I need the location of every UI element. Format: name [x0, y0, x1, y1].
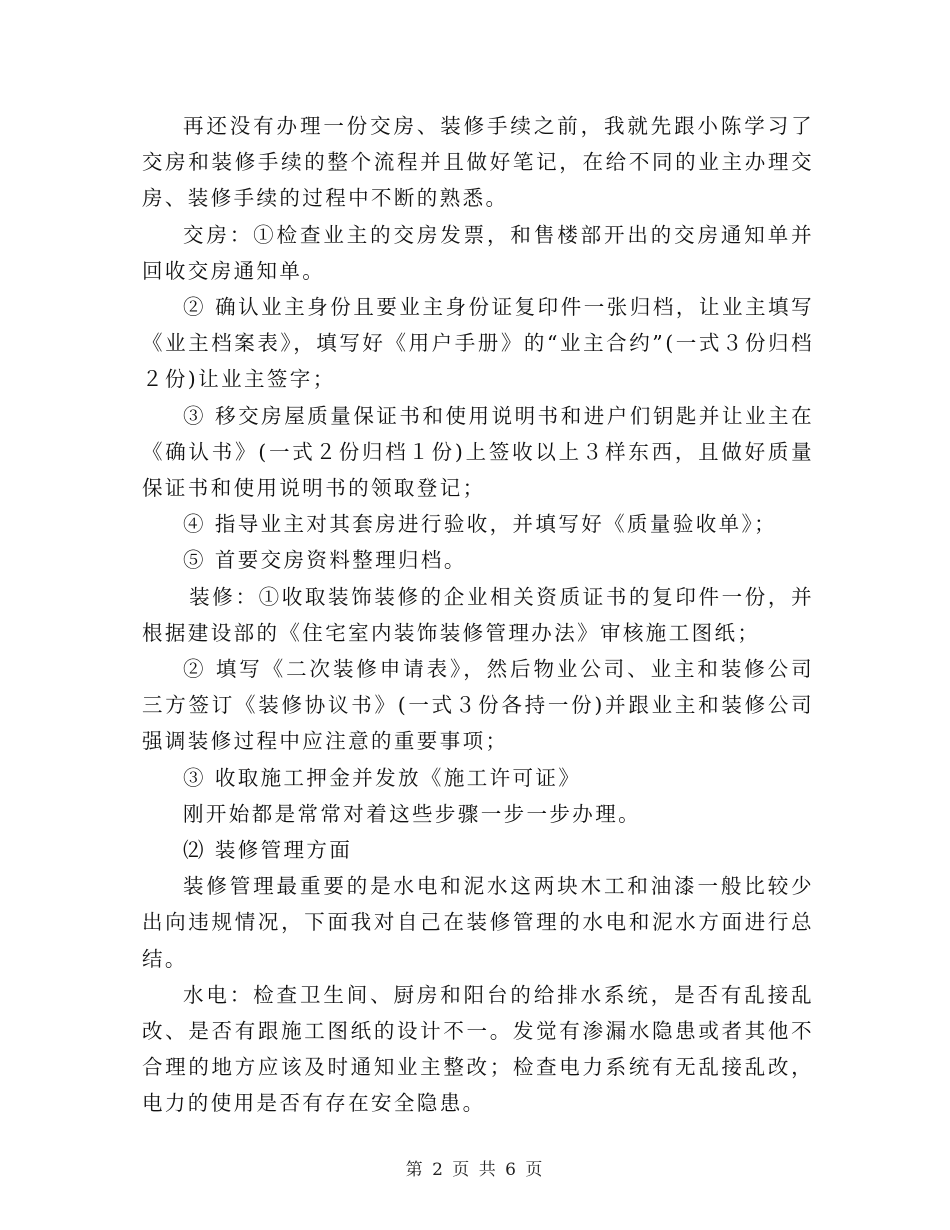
paragraph-handover-step-5: ⑤ 首要交房资料整理归档。 — [183, 548, 467, 573]
paragraph-plumbing-electric: 水电：检查卫生间、厨房和阳台的给排水系统，是否有乱接乱改、是否有跟施工图纸的设计不一。发觉有渗漏水隐患或者其他不合理的地方应该及时通知业主整改；检查电力系统有无乱接乱改，电力的使用是否有存在安全隐患。 — [142, 982, 814, 1116]
page-number-footer: 第 2 页 共 6 页 — [405, 1160, 545, 1180]
paragraph-renovation-summary: 装修管理最重要的是水电和泥水这两块木工和油漆一般比较少出向违规情况，下面我对自己在装修管理的水电和泥水方面进行总结。 — [142, 874, 814, 971]
document-body — [142, 108, 814, 1122]
paragraph-intro: 再还没有办理一份交房、装修手续之前，我就先跟小陈学习了交房和装修手续的整个流程并且做好笔记，在给不同的业主办理交房、装修手续的过程中不断的熟悉。 — [142, 114, 814, 211]
paragraph-renovation-step-1: 装修：①收取装饰装修的企业相关资质证书的复印件一份，并根据建设部的《住宅室内装饰装修管理办法》审核施工图纸； — [142, 584, 814, 645]
paragraph-renovation-step-2: ② 填写《二次装修申请表》，然后物业公司、业主和装修公司三方签订《装修协议书》(一式３份各持一份)并跟业主和装修公司强调装修过程中应注意的重要事项； — [142, 657, 814, 754]
paragraph-follow-steps: 刚开始都是常常对着这些步骤一步一步办理。 — [183, 801, 641, 826]
paragraph-handover-step-4: ④ 指导业主对其套房进行验收，并填写好《质量验收单》； — [183, 512, 778, 537]
paragraph-renovation-step-3: ③ 收取施工押金并发放《施工许可证》 — [183, 765, 582, 790]
paragraph-handover-step-2: ② 确认业主身份且要业主身份证复印件一张归档，让业主填写《业主档案表》，填写好《用户手册》的“业主合约”(一式３份归档２份)让业主签字； — [142, 295, 814, 392]
section-heading-renovation-management: ⑵ 装修管理方面 — [183, 838, 353, 863]
paragraph-handover-step-3: ③ 移交房屋质量保证书和使用说明书和进户们钥匙并让业主在《确认书》(一式２份归档１份)上签收以上３样东西，且做好质量保证书和使用说明书的领取登记； — [142, 403, 814, 501]
paragraph-handover-step-1: 交房：①检查业主的交房发票，和售楼部开出的交房通知单并回收交房通知单。 — [142, 222, 814, 283]
